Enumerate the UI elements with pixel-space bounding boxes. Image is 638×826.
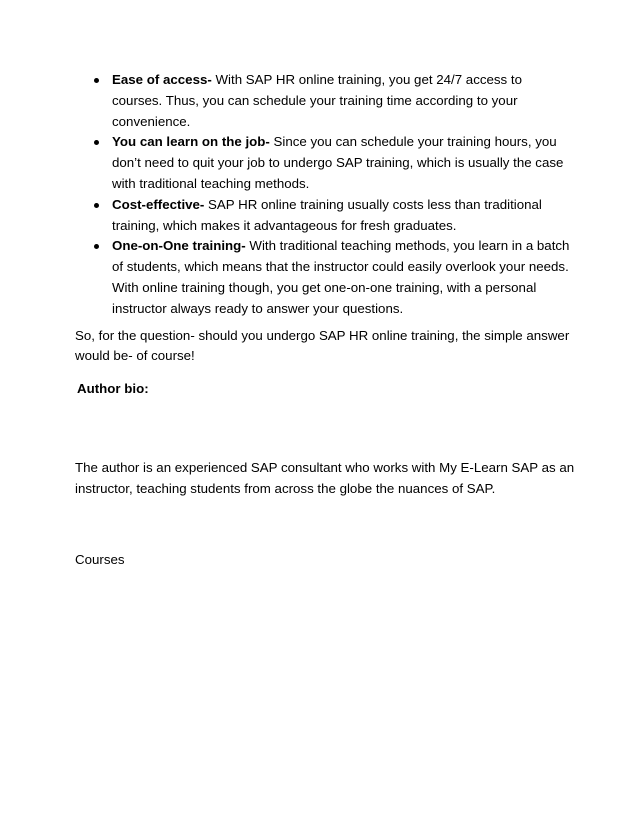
list-item-text: With SAP HR online training, you get 24/7 access to courses. Thus, you can schedule your training time according to your convenience. (112, 72, 522, 129)
question-paragraph: So, for the question- should you undergo SAP HR online training, the simple answer would be- of course! (75, 327, 570, 364)
bullet-icon (94, 140, 99, 145)
bullet-icon (94, 78, 99, 83)
document-body (75, 70, 575, 570)
list-item-text: With traditional teaching methods, you learn in a batch of students, which means that the instructor could easily overlook your needs. With online training though, you get one-on-one training, with a personal instructor always ready to answer your questions. (112, 238, 570, 316)
bullet-icon (94, 244, 99, 249)
list-item-term: Ease of access- (112, 72, 212, 87)
bullet-icon (94, 203, 99, 208)
list-item-term: You can learn on the job- (112, 134, 270, 150)
author-bio-heading: Author bio: (77, 381, 149, 397)
list-item-term: One-on-One training- (112, 238, 246, 254)
list-item-term: Cost-effective- (112, 196, 205, 212)
list-item-text: Since you can schedule your training hours, you don’t need to quit your job to undergo SAP training, which is usually the case with traditional teaching methods. (112, 134, 564, 191)
list-item (75, 70, 575, 132)
list-item (75, 195, 575, 237)
benefits-list (75, 70, 575, 320)
author-bio-text: The author is an experienced SAP consultant who works with My E-Learn SAP as an instructor, teaching students from across the globe the nuances of SAP. (75, 459, 575, 496)
list-item (75, 132, 575, 194)
list-item-text: SAP HR online training usually costs less than traditional training, which makes it advantageous for fresh graduates. (112, 196, 542, 233)
courses-label: Courses (75, 551, 125, 567)
list-item (75, 236, 575, 319)
